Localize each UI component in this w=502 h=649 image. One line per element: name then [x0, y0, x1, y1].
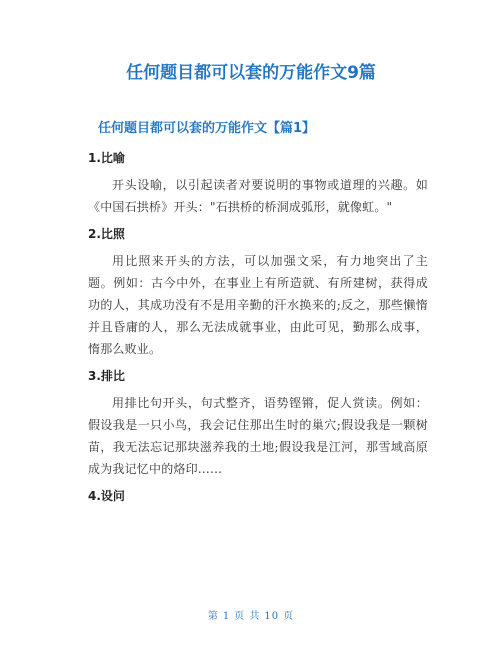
document-body	[88, 148, 428, 512]
item-3	[88, 366, 428, 480]
page-title: 任何题目都可以套的万能作文9篇	[126, 63, 376, 83]
page-footer	[0, 610, 502, 624]
footer-prefix: 第	[207, 611, 219, 622]
item-heading: 1.比喻	[88, 151, 125, 165]
footer-suffix: 页	[283, 611, 295, 622]
footer-middle: 页 共	[234, 611, 261, 622]
item-1	[88, 148, 428, 218]
item-4	[88, 486, 428, 506]
item-2	[88, 224, 428, 360]
item-heading: 4.设问	[88, 489, 125, 503]
item-paragraph: 用排比句开头，句式整齐，语势铿锵，促人赏读。例如：假设我是一只小鸟，我会记住那出生时的巢穴;假设我是一颗树苗，我无法忘记那块滋养我的土地;假设我是江河，那雪域高原成为我记忆中的烙印……	[88, 396, 428, 476]
item-heading: 3.排比	[88, 369, 125, 383]
section-title: 任何题目都可以套的万能作文【篇1】	[98, 121, 316, 136]
footer-total-pages: 10	[264, 611, 280, 622]
item-paragraph: 用比照来开头的方法，可以加强文采，有力地突出了主题。例如：古今中外，在事业上有所造就、有所建树，获得成功的人，其成功没有不是用辛勤的汗水换来的;反之，那些懒惰并且昏庸的人，那么无法成就事业，由此可见，勤那么成事，惰那么败业。	[88, 254, 428, 356]
item-heading: 2.比照	[88, 227, 125, 241]
item-paragraph: 开头设喻，以引起读者对要说明的事物或道理的兴趣。如《中国石拱桥》开头："石拱桥的桥洞成弧形，就像虹。"	[88, 178, 428, 214]
footer-page-number: 1	[222, 611, 231, 622]
